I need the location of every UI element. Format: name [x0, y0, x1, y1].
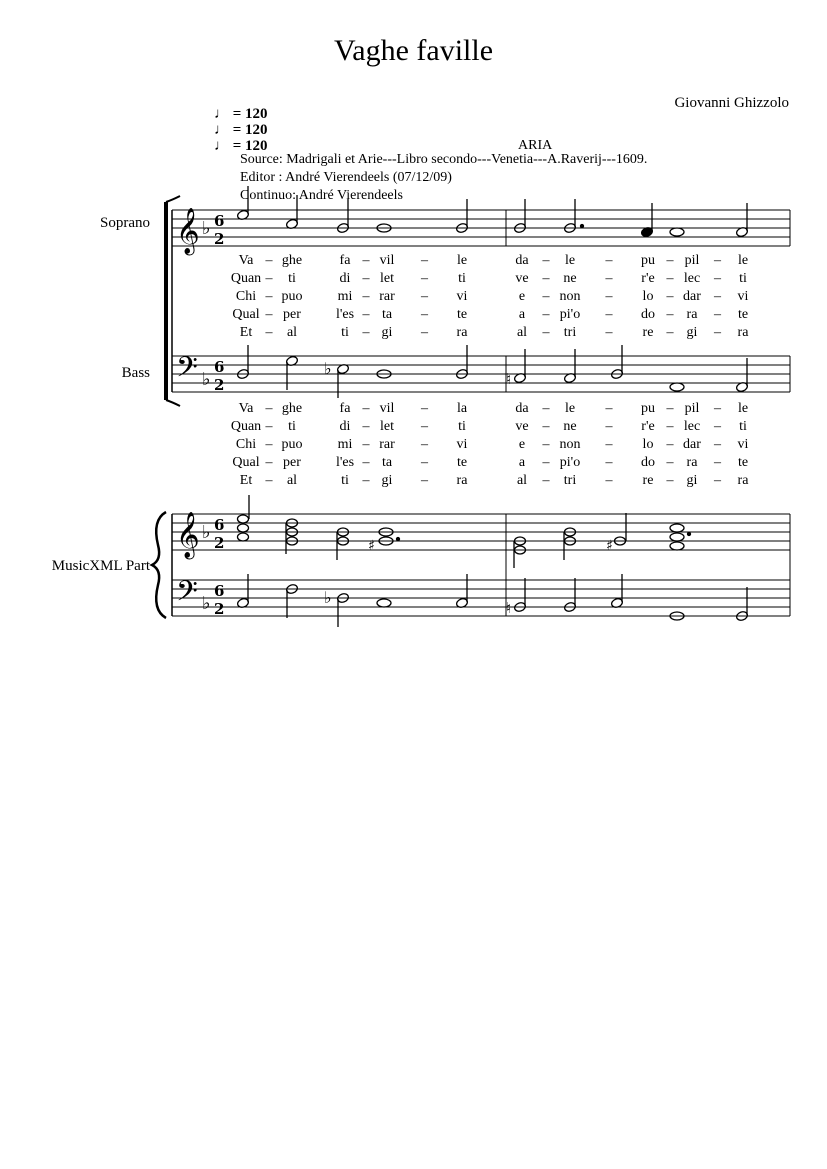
lyric-syllable: do: [641, 307, 655, 322]
lyric-syllable: mi: [337, 289, 353, 304]
lyric-syllable: vi: [456, 289, 468, 304]
lyric-hyphen: –: [605, 289, 613, 304]
lyric-hyphen: –: [605, 325, 613, 340]
flat-icon: ♭: [202, 218, 211, 239]
lyric-syllable: ghe: [281, 253, 303, 268]
lyric-hyphen: –: [362, 473, 370, 488]
lyric-syllable: vil: [379, 401, 395, 416]
lyric-syllable: ti: [288, 419, 296, 434]
lyric-syllable: per: [283, 307, 301, 322]
lyric-hyphen: –: [666, 253, 674, 268]
svg-text:2: 2: [214, 230, 225, 248]
lyric-syllable: le: [456, 253, 468, 268]
lyric-hyphen: –: [666, 437, 674, 452]
lyric-syllable: l'es: [335, 307, 355, 322]
lyric-hyphen: –: [666, 325, 674, 340]
svg-text:2: 2: [214, 376, 225, 394]
svg-text:♯: ♯: [606, 538, 613, 554]
lyric-syllable: re: [642, 473, 654, 488]
lyric-syllable: gi: [686, 473, 698, 488]
lyric-hyphen: –: [421, 437, 428, 452]
staff-continuo-bass: [172, 580, 790, 616]
lyric-hyphen: –: [265, 307, 273, 322]
staff-continuo-treble: [172, 514, 790, 550]
lyric-syllable: ghe: [281, 401, 303, 416]
lyric-syllable: al: [516, 473, 528, 488]
lyric-syllable: Chi: [235, 289, 257, 304]
lyric-syllable: vi: [737, 289, 749, 304]
lyric-hyphen: –: [666, 271, 674, 286]
lyric-syllable: pu: [641, 401, 655, 416]
lyric-syllable: vi: [737, 437, 749, 452]
lyric-syllable: Va: [238, 401, 254, 416]
lyric-syllable: ti: [341, 473, 349, 488]
lyric-syllable: e: [518, 289, 526, 304]
lyric-syllable: te: [737, 307, 749, 322]
lyric-hyphen: –: [542, 401, 550, 416]
lyric-syllable: rar: [379, 437, 395, 452]
lyric-hyphen: –: [362, 325, 370, 340]
lyric-hyphen: –: [265, 437, 273, 452]
bass-notes: [236, 345, 748, 398]
lyric-syllable: ve: [515, 419, 529, 434]
lyric-hyphen: –: [605, 473, 613, 488]
lyric-hyphen: –: [362, 253, 370, 268]
lyric-hyphen: –: [265, 455, 273, 470]
lyric-hyphen: –: [666, 455, 674, 470]
lyric-syllable: te: [456, 307, 468, 322]
svg-text:6: 6: [214, 516, 225, 534]
lyric-syllable: Qual: [232, 307, 260, 322]
lyric-syllable: pil: [684, 401, 700, 416]
staff-soprano: [172, 210, 790, 246]
lyric-hyphen: –: [666, 473, 674, 488]
lyric-hyphen: –: [542, 419, 550, 434]
lyric-hyphen: –: [265, 289, 273, 304]
lyric-syllable: let: [380, 271, 394, 286]
lyric-syllable: non: [559, 437, 581, 452]
svg-text:♭: ♭: [324, 359, 332, 378]
lyric-hyphen: –: [542, 289, 550, 304]
continuo-bass-notes: [236, 574, 748, 627]
lyric-syllable: le: [737, 253, 749, 268]
lyric-syllable: pil: [684, 253, 700, 268]
treble-clef-icon: 𝄞: [176, 512, 200, 558]
lyric-syllable: puo: [281, 437, 303, 452]
bass-clef-icon: 𝄢: [176, 351, 198, 391]
lyric-syllable: Et: [239, 325, 253, 340]
lyric-hyphen: –: [265, 401, 273, 416]
lyric-syllable: le: [564, 253, 576, 268]
lyric-syllable: non: [559, 289, 581, 304]
svg-text:♯: ♯: [368, 538, 375, 554]
lyric-syllable: ti: [739, 419, 747, 434]
lyric-hyphen: –: [714, 401, 721, 416]
lyric-syllable: te: [737, 455, 749, 470]
lyric-syllable: re: [642, 325, 654, 340]
lyric-syllable: ti: [288, 271, 296, 286]
score-title: Vaghe faville: [333, 34, 494, 67]
svg-text:6: 6: [214, 358, 225, 376]
lyric-hyphen: –: [605, 307, 613, 322]
lyric-hyphen: –: [362, 307, 370, 322]
lyric-hyphen: –: [542, 307, 550, 322]
editor-text: Editor : André Vierendeels (07/12/09): [240, 170, 452, 185]
lyric-hyphen: –: [714, 289, 721, 304]
lyric-hyphen: –: [666, 401, 674, 416]
lyric-syllable: puo: [281, 289, 303, 304]
lyric-syllable: le: [737, 401, 749, 416]
lyric-syllable: ra: [686, 307, 698, 322]
lyric-syllable: rar: [379, 289, 395, 304]
source-text: Source: Madrigali et Arie---Libro secondo---Venetia---A.Raverij---1609.: [240, 152, 648, 167]
lyric-syllable: a: [518, 307, 526, 322]
tempo-mark: ♩ = 120: [214, 138, 268, 154]
svg-text:2: 2: [214, 600, 225, 618]
lyric-syllable: let: [380, 419, 394, 434]
svg-text:2: 2: [214, 534, 225, 552]
lyric-syllable: r'e: [641, 419, 655, 434]
lyric-syllable: Qual: [232, 455, 260, 470]
lyric-syllable: do: [641, 455, 655, 470]
lyric-syllable: pu: [641, 253, 655, 268]
lyric-hyphen: –: [362, 455, 370, 470]
lyric-hyphen: –: [421, 253, 428, 268]
part-name-soprano: Soprano: [100, 215, 150, 231]
staff-bass: [172, 356, 790, 392]
lyric-hyphen: –: [542, 437, 550, 452]
lyric-hyphen: –: [714, 473, 721, 488]
lyric-syllable: l'es: [335, 455, 355, 470]
lyric-syllable: ra: [737, 325, 749, 340]
lyric-syllable: ne: [563, 271, 577, 286]
lyric-hyphen: –: [542, 271, 550, 286]
treble-clef-icon: 𝄞: [176, 208, 200, 254]
continuo-text: Continuo: André Vierendeels: [240, 188, 403, 203]
soprano-notes: [236, 186, 748, 238]
lyric-hyphen: –: [421, 271, 428, 286]
lyric-syllable: Quan: [230, 419, 262, 434]
svg-text:♮: ♮: [506, 370, 512, 388]
lyric-syllable: al: [516, 325, 528, 340]
lyric-syllable: le: [564, 401, 576, 416]
lyric-hyphen: –: [362, 437, 370, 452]
lyric-hyphen: –: [714, 307, 721, 322]
lyric-hyphen: –: [542, 455, 550, 470]
lyric-hyphen: –: [605, 401, 613, 416]
lyric-syllable: lec: [683, 419, 701, 434]
lyric-hyphen: –: [362, 401, 370, 416]
lyric-syllable: ta: [381, 455, 393, 470]
lyric-syllable: ve: [515, 271, 529, 286]
lyric-syllable: al: [286, 473, 298, 488]
lyric-syllable: tri: [563, 325, 577, 340]
lyric-hyphen: –: [666, 289, 674, 304]
lyric-syllable: pi'o: [559, 307, 581, 322]
lyric-syllable: Quan: [230, 271, 262, 286]
lyric-syllable: ra: [686, 455, 698, 470]
lyric-syllable: ti: [739, 271, 747, 286]
bass-clef-icon: 𝄢: [176, 575, 198, 615]
lyric-hyphen: –: [605, 455, 613, 470]
lyric-hyphen: –: [666, 307, 674, 322]
composer-name: Giovanni Ghizzolo: [674, 95, 789, 111]
lyric-hyphen: –: [265, 325, 273, 340]
lyric-hyphen: –: [265, 253, 273, 268]
lyric-syllable: dar: [683, 437, 701, 452]
lyric-syllable: ti: [458, 419, 466, 434]
lyric-syllable: di: [339, 271, 351, 286]
lyric-hyphen: –: [421, 307, 428, 322]
lyric-hyphen: –: [605, 437, 613, 452]
lyric-syllable: gi: [686, 325, 698, 340]
lyric-syllable: ta: [381, 307, 393, 322]
lyric-syllable: ti: [341, 325, 349, 340]
lyric-hyphen: –: [605, 271, 613, 286]
lyric-hyphen: –: [714, 325, 721, 340]
lyric-hyphen: –: [714, 437, 721, 452]
lyric-syllable: gi: [381, 473, 393, 488]
lyric-hyphen: –: [265, 419, 273, 434]
lyric-syllable: di: [339, 419, 351, 434]
lyric-syllable: lo: [642, 289, 654, 304]
lyric-hyphen: –: [666, 419, 674, 434]
lyric-syllable: pi'o: [559, 455, 581, 470]
lyric-hyphen: –: [714, 419, 721, 434]
lyric-syllable: gi: [381, 325, 393, 340]
lyric-hyphen: –: [714, 253, 721, 268]
lyric-syllable: ra: [456, 325, 468, 340]
flat-icon: ♭: [202, 522, 211, 543]
lyric-hyphen: –: [421, 473, 428, 488]
lyric-syllable: fa: [339, 253, 351, 268]
lyric-syllable: lec: [683, 271, 701, 286]
tempo-mark: ♩ = 120: [214, 106, 268, 122]
lyric-syllable: ra: [456, 473, 468, 488]
lyric-syllable: e: [518, 437, 526, 452]
lyric-syllable: da: [515, 253, 529, 268]
lyric-syllable: per: [283, 455, 301, 470]
lyric-hyphen: –: [421, 401, 428, 416]
part-name-continuo: MusicXML Part: [51, 558, 150, 574]
lyric-syllable: al: [286, 325, 298, 340]
svg-text:6: 6: [214, 212, 225, 230]
lyric-hyphen: –: [421, 289, 428, 304]
lyric-syllable: Va: [238, 253, 254, 268]
lyric-syllable: r'e: [641, 271, 655, 286]
part-name-bass: Bass: [121, 365, 150, 381]
lyric-syllable: tri: [563, 473, 577, 488]
lyric-syllable: Chi: [235, 437, 257, 452]
lyric-hyphen: –: [714, 271, 721, 286]
lyric-syllable: ne: [563, 419, 577, 434]
lyric-syllable: lo: [642, 437, 654, 452]
lyric-hyphen: –: [362, 289, 370, 304]
lyric-hyphen: –: [265, 271, 273, 286]
lyric-hyphen: –: [542, 253, 550, 268]
lyric-hyphen: –: [542, 325, 550, 340]
lyric-syllable: la: [456, 401, 468, 416]
lyric-syllable: vil: [379, 253, 395, 268]
lyric-hyphen: –: [421, 419, 428, 434]
lyric-hyphen: –: [265, 473, 273, 488]
lyric-hyphen: –: [714, 455, 721, 470]
lyric-syllable: te: [456, 455, 468, 470]
section-label: ARIA: [518, 138, 553, 153]
lyric-hyphen: –: [421, 325, 428, 340]
tempo-mark: ♩ = 120: [214, 122, 268, 138]
flat-icon: ♭: [202, 369, 211, 390]
lyric-syllable: fa: [339, 401, 351, 416]
lyric-syllable: ra: [737, 473, 749, 488]
svg-text:♭: ♭: [324, 588, 332, 607]
svg-text:♮: ♮: [506, 599, 512, 617]
lyric-syllable: a: [518, 455, 526, 470]
lyric-hyphen: –: [421, 455, 428, 470]
lyric-syllable: mi: [337, 437, 353, 452]
lyric-hyphen: –: [362, 419, 370, 434]
svg-text:6: 6: [214, 582, 225, 600]
lyric-hyphen: –: [362, 271, 370, 286]
lyric-syllable: vi: [456, 437, 468, 452]
lyric-syllable: dar: [683, 289, 701, 304]
lyric-hyphen: –: [605, 419, 613, 434]
lyric-syllable: Et: [239, 473, 253, 488]
lyric-hyphen: –: [605, 253, 613, 268]
lyric-syllable: da: [515, 401, 529, 416]
lyric-syllable: ti: [458, 271, 466, 286]
lyric-hyphen: –: [542, 473, 550, 488]
flat-icon: ♭: [202, 593, 211, 614]
